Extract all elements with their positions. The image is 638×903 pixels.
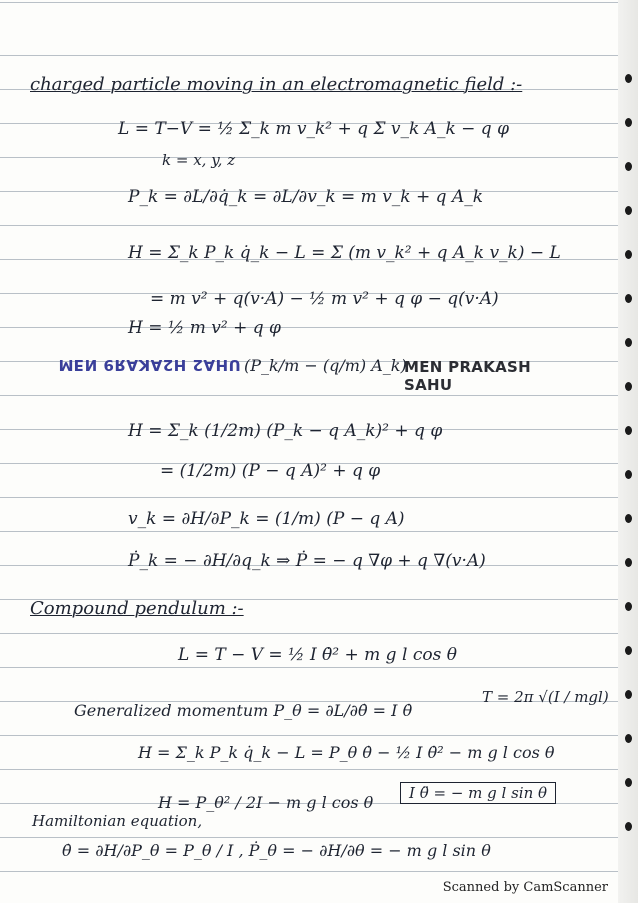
hamilton-equations: θ̇ = ∂H/∂P_θ = P_θ / I , Ṗ_θ = − ∂H/∂θ = − m g l sin θ bbox=[62, 841, 491, 860]
binding-hole bbox=[625, 470, 632, 479]
hamiltonian-momentum-form: H = Σ_k (1/2m) (P_k − q A_k)² + q φ bbox=[128, 421, 443, 441]
binding-hole bbox=[625, 778, 632, 787]
generalized-momentum-equation: Generalized momentum P_θ = ∂L/∂θ̇ = I θ̇ bbox=[74, 701, 413, 720]
author-name-stamp: MEN PRAKASH SAHU bbox=[404, 358, 531, 394]
binding-hole bbox=[625, 162, 632, 171]
binding-hole bbox=[625, 734, 632, 743]
hamiltonian-energy-form: H = ½ m v² + q φ bbox=[128, 318, 281, 338]
hamiltonian-vector-form: = (1/2m) (P − q A)² + q φ bbox=[160, 461, 381, 481]
velocity-equation: v_k = ∂H/∂P_k = (1/m) (P − q A) bbox=[128, 509, 405, 529]
binding-hole bbox=[625, 514, 632, 523]
hamiltonian-definition: H = Σ_k P_k q̇_k − L = Σ (m v_k² + q A_k v_k) − L bbox=[128, 243, 561, 263]
binding-hole bbox=[625, 294, 632, 303]
binding-hole bbox=[625, 646, 632, 655]
section-heading-em-field: charged particle moving in an electromagnetic field :- bbox=[30, 74, 523, 95]
binding-hole bbox=[625, 206, 632, 215]
hamiltonian-equation-label: Hamiltonian equation, bbox=[32, 812, 203, 830]
pendulum-hamiltonian: H = P_θ² / 2I − m g l cos θ bbox=[158, 793, 374, 812]
binding-hole bbox=[625, 118, 632, 127]
spiral-binding-edge bbox=[618, 0, 638, 903]
section-heading-compound-pendulum: Compound pendulum :- bbox=[30, 598, 244, 619]
binding-hole bbox=[625, 602, 632, 611]
binding-hole bbox=[625, 74, 632, 83]
pendulum-hamiltonian-definition: H = Σ_k P_k q̇_k − L = P_θ θ̇ − ½ I θ̇² − m g l cos θ bbox=[138, 743, 555, 762]
canonical-momentum-equation: P_k = ∂L/∂q̇_k = ∂L/∂v_k = m v_k + q A_k bbox=[128, 187, 484, 207]
lagrangian-equation: L = T−V = ½ Σ_k m v_k² + q Σ v_k A_k − q φ bbox=[118, 119, 509, 139]
binding-hole bbox=[625, 250, 632, 259]
binding-hole bbox=[625, 822, 632, 831]
mirrored-stamp-text: UHA2 H2AKAЯ9 ИƎM bbox=[58, 356, 241, 374]
boxed-equation-of-motion: I θ̈ = − m g l sin θ bbox=[400, 782, 556, 804]
scanner-watermark: Scanned by CamScanner bbox=[442, 880, 608, 895]
period-equation: T = 2π √(I / mgl) bbox=[482, 688, 609, 706]
stamp-overlay bbox=[58, 356, 578, 394]
pendulum-lagrangian: L = T − V = ½ I θ̇² + m g l cos θ bbox=[178, 645, 457, 665]
binding-hole bbox=[625, 382, 632, 391]
velocity-substitution-fragment: (P_k/m − (q/m) A_k) bbox=[244, 356, 407, 375]
binding-hole bbox=[625, 690, 632, 699]
binding-hole bbox=[625, 558, 632, 567]
binding-hole bbox=[625, 338, 632, 347]
hamiltonian-expansion: = m v² + q(v·A) − ½ m v² + q φ − q(v·A) bbox=[150, 289, 499, 309]
coordinate-index-note: k = x, y, z bbox=[162, 151, 236, 169]
binding-hole bbox=[625, 426, 632, 435]
force-equation: Ṗ_k = − ∂H/∂q_k ⇒ Ṗ = − q ∇φ + q ∇(v·A) bbox=[128, 551, 486, 571]
